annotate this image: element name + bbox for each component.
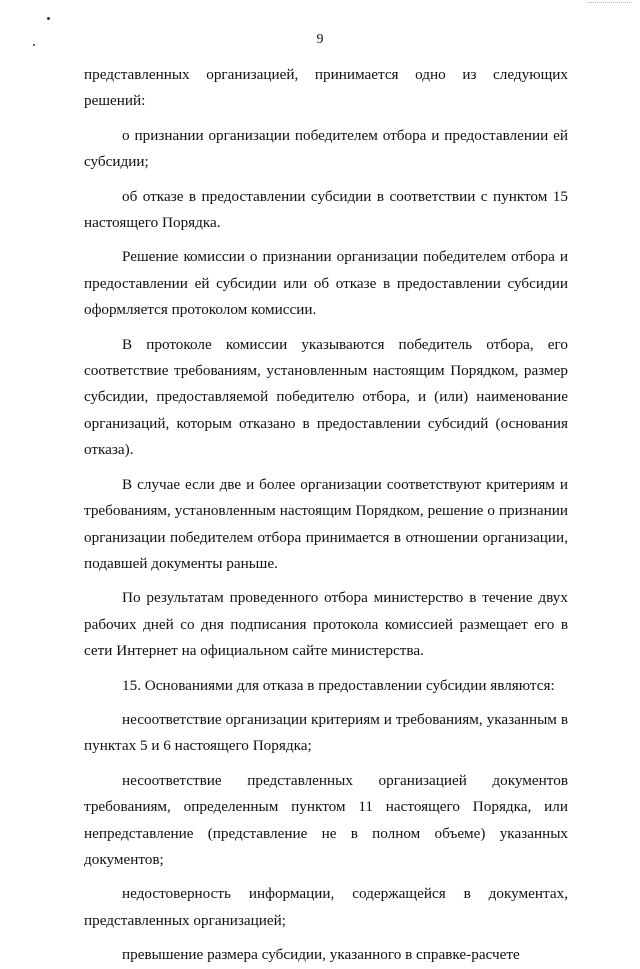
paragraph: несоответствие представленных организацией документов требованиям, определенным пунктом 11 настоящего Порядка, или непредставление (представление не в полном объеме) указанных документов; xyxy=(84,771,568,868)
paragraph: несоответствие организации критериям и требованиям, указанным в пунктах 5 и 6 настоящего Порядка; xyxy=(84,710,568,755)
paragraph: недостоверность информации, содержащейся в документах, представленных организацией; xyxy=(84,885,568,929)
page-number: 9 xyxy=(316,32,324,47)
scan-edge-mark xyxy=(588,2,632,5)
paragraph: представленных организацией, принимается одно из следующих решений: xyxy=(84,66,568,110)
paragraph: об отказе в предоставлении субсидии в соответствии с пунктом 15 настоящего Порядка. xyxy=(84,187,568,232)
paragraph: превышение размера субсидии, указанного в справке-расчете xyxy=(122,946,520,964)
paragraph: В случае если две и более организации соответствуют критериям и требованиям, установленным настоящим Порядком, решение о признании организации победителем отбора принимается в отношении организации, подавшей документы раньше. xyxy=(84,475,568,572)
scan-speck xyxy=(47,17,50,20)
paragraph: В протоколе комиссии указываются победитель отбора, его соответствие требованиям, установленным настоящим Порядком, размер субсидии, предоставляемой победителю отбора, и (или) наименование организаций, которым отказано в предоставлении субсидий (основания отказа). xyxy=(84,335,568,459)
paragraph: 15. Основаниями для отказа в предоставлении субсидии являются: xyxy=(122,676,555,694)
body-text xyxy=(84,62,568,969)
paragraph: Решение комиссии о признании организации победителем отбора и предоставлении ей субсидии или об отказе в предоставлении субсидии оформляется протоколом комиссии. xyxy=(84,248,568,319)
paragraph: По результатам проведенного отбора министерство в течение двух рабочих дней со дня подписания протокола комиссией размещает его в сети Интернет на официальном сайте министерства. xyxy=(84,589,568,660)
paragraph: о признании организации победителем отбора и предоставлении ей субсидии; xyxy=(84,126,568,171)
